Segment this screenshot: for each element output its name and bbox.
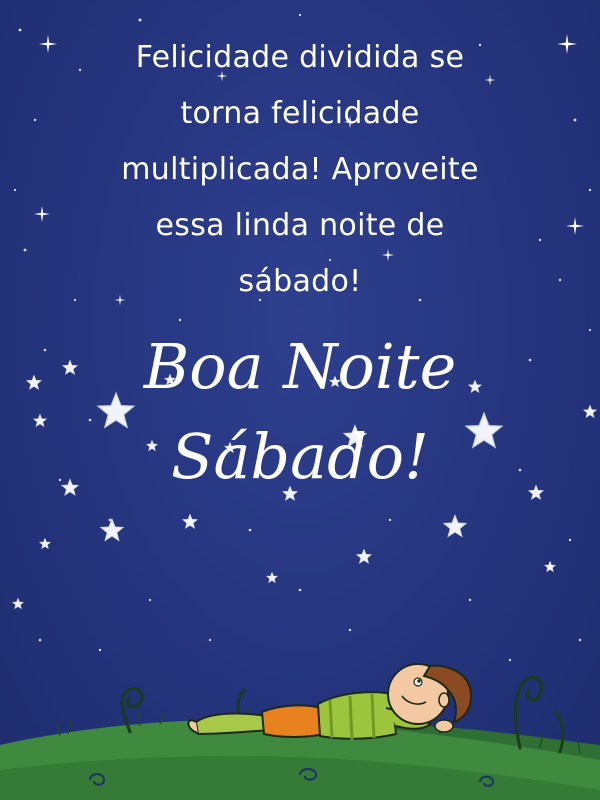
greeting-title-line2: Sábado! xyxy=(170,420,430,493)
message-line: essa linda noite de xyxy=(155,208,445,243)
greeting-title-line1: Boa Noite xyxy=(143,330,457,403)
message-line: sábado! xyxy=(238,264,362,299)
message-line: torna felicidade xyxy=(180,96,420,131)
message-line: multiplicada! Aproveite xyxy=(121,152,479,187)
message-line: Felicidade dividida se xyxy=(135,40,465,75)
